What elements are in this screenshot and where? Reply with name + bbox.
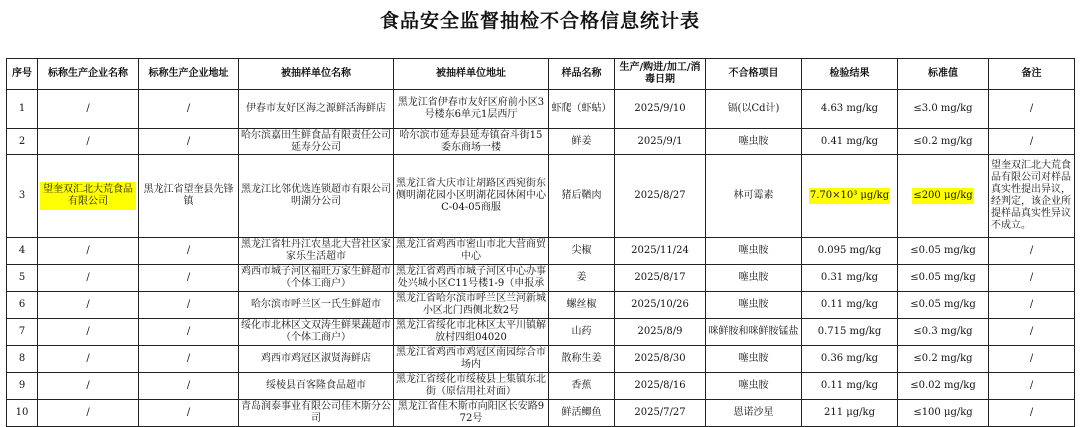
cell-item: 噻虫胺 [706, 238, 802, 265]
cell-no: 10 [7, 400, 38, 427]
col-header-unit: 被抽样单位名称 [239, 59, 394, 90]
cell-no: 6 [7, 292, 38, 319]
header-row [7, 59, 1075, 90]
cell-maker-addr: / [139, 90, 239, 129]
cell-no: 2 [7, 129, 38, 155]
cell-maker [38, 155, 139, 238]
cell-sample: 山药 [549, 319, 615, 346]
cell-unit-addr: 黑龙江省大庆市让胡路区西宛街东侧明湖花园小区明湖花园休闲中心C-04-05商服 [394, 155, 549, 238]
cell-date: 2025/8/16 [615, 373, 706, 400]
cell-result: 211 μg/kg [802, 400, 898, 427]
cell-item: 噻虫胺 [706, 292, 802, 319]
cell-unit: 哈尔滨市呼兰区一氏生鲜超市 [239, 292, 394, 319]
cell-maker: / [38, 90, 139, 129]
cell-result: 0.41 mg/kg [802, 129, 898, 155]
cell-date: 2025/9/1 [615, 129, 706, 155]
cell-unit-addr: 黑龙江省哈尔滨市呼兰区兰河新城小区北门西侧北数2号 [394, 292, 549, 319]
cell-standard: ≤0.05 mg/kg [898, 292, 989, 319]
cell-result: 0.36 mg/kg [802, 346, 898, 373]
cell-no: 3 [7, 155, 38, 238]
cell-unit-addr: 黑龙江省鸡西市密山市北大营商贸中心 [394, 238, 549, 265]
cell-result: 0.095 mg/kg [802, 238, 898, 265]
cell-unit: 黑龙江省牡丹江农垦北大营社区家家乐生活超市 [239, 238, 394, 265]
table-row [7, 319, 1075, 346]
cell-result: 0.11 mg/kg [802, 292, 898, 319]
cell-maker: / [38, 400, 139, 427]
cell-maker: / [38, 346, 139, 373]
table-title: 食品安全监督抽检不合格信息统计表 [379, 10, 700, 32]
cell-result: 4.63 mg/kg [802, 90, 898, 129]
cell-maker: / [38, 373, 139, 400]
cell-note: / [989, 400, 1075, 427]
cell-unit-addr: 黑龙江省绥化市绥棱县上集镇东北街（原信用社对面） [394, 373, 549, 400]
cell-sample: 鲜姜 [549, 129, 615, 155]
cell-date: 2025/8/17 [615, 265, 706, 292]
cell-unit-addr: 黑龙江省伊春市友好区府前小区3号楼东6单元1层西厅 [394, 90, 549, 129]
cell-note: / [989, 292, 1075, 319]
cell-date: 2025/8/27 [615, 155, 706, 238]
cell-item: 噻虫胺 [706, 346, 802, 373]
cell-standard: ≤0.3 mg/kg [898, 319, 989, 346]
cell-item: 噻虫胺 [706, 129, 802, 155]
cell-unit-addr: 哈尔滨市延寿县延寿镇奋斗街15委东商场一楼 [394, 129, 549, 155]
cell-date: 2025/7/27 [615, 400, 706, 427]
cell-item: 咪鲜胺和咪鲜胺锰盐 [706, 319, 802, 346]
table-row [7, 346, 1075, 373]
cell-item: 噻虫胺 [706, 265, 802, 292]
cell-note: / [989, 373, 1075, 400]
cell-sample: 螺丝椒 [549, 292, 615, 319]
highlighted-result: 7.70×10³ μg/kg [809, 188, 890, 204]
cell-no: 1 [7, 90, 38, 129]
cell-note: / [989, 319, 1075, 346]
col-header-no: 序号 [7, 59, 38, 90]
cell-note: 望奎双汇北大荒食品有限公司对样品真实性提出异议，经判定，该企业所提样品真实性异议不成立。 [989, 155, 1075, 238]
col-header-date: 生产/购进/加工/消毒日期 [615, 59, 706, 90]
cell-maker-addr: / [139, 265, 239, 292]
cell-date: 2025/8/9 [615, 319, 706, 346]
cell-no: 7 [7, 319, 38, 346]
col-header-standard: 标准值 [898, 59, 989, 90]
highlighted-maker: 望奎双汇北大荒食品有限公司 [40, 182, 136, 210]
cell-maker-addr: / [139, 238, 239, 265]
cell-item: 镉(以Cd计) [706, 90, 802, 129]
cell-date: 2025/8/30 [615, 346, 706, 373]
cell-unit-addr: 黑龙江省绥化市北林区太平川镇解放村四组04020 [394, 319, 549, 346]
cell-sample: 香蕉 [549, 373, 615, 400]
table-row [7, 292, 1075, 319]
cell-sample: 散称生姜 [549, 346, 615, 373]
cell-date: 2025/9/10 [615, 90, 706, 129]
col-header-unit-addr: 被抽样单位地址 [394, 59, 549, 90]
cell-note: / [989, 265, 1075, 292]
cell-date: 2025/11/24 [615, 238, 706, 265]
cell-note: / [989, 346, 1075, 373]
cell-standard: ≤0.05 mg/kg [898, 238, 989, 265]
cell-standard: ≤100 μg/kg [898, 400, 989, 427]
table-row [7, 90, 1075, 129]
cell-item: 林可霉素 [706, 155, 802, 238]
cell-unit: 鸡西市鸡冠区淑贤海鲜店 [239, 346, 394, 373]
cell-maker-addr: / [139, 400, 239, 427]
table-row [7, 238, 1075, 265]
table-row [7, 400, 1075, 427]
cell-maker-addr: 黑龙江省望奎县先锋镇 [139, 155, 239, 238]
inspection-table [6, 58, 1075, 427]
cell-no: 8 [7, 346, 38, 373]
cell-result: 0.715 mg/kg [802, 319, 898, 346]
cell-sample: 猪后鞧肉 [549, 155, 615, 238]
cell-date: 2025/10/26 [615, 292, 706, 319]
cell-maker-addr: / [139, 346, 239, 373]
cell-unit-addr: 黑龙江省鸡西市鸡冠区南园综合市场内 [394, 346, 549, 373]
cell-standard: ≤3.0 mg/kg [898, 90, 989, 129]
cell-unit: 绥棱县百客隆食品超市 [239, 373, 394, 400]
cell-result: 0.31 mg/kg [802, 265, 898, 292]
cell-unit: 青岛润泰事业有限公司佳木斯分公司 [239, 400, 394, 427]
cell-sample: 姜 [549, 265, 615, 292]
cell-standard: ≤0.2 mg/kg [898, 129, 989, 155]
col-header-item: 不合格项目 [706, 59, 802, 90]
cell-maker: / [38, 319, 139, 346]
cell-maker-addr: / [139, 292, 239, 319]
cell-standard [898, 155, 989, 238]
cell-unit: 哈尔滨嘉田生鲜食品有限责任公司延寿分公司 [239, 129, 394, 155]
cell-unit: 伊春市友好区海之源鲜活海鲜店 [239, 90, 394, 129]
cell-maker-addr: / [139, 319, 239, 346]
cell-unit: 绥化市北林区文双涛生鲜果蔬超市（个体工商户） [239, 319, 394, 346]
cell-maker-addr: / [139, 129, 239, 155]
cell-note: / [989, 238, 1075, 265]
cell-no: 4 [7, 238, 38, 265]
cell-note: / [989, 129, 1075, 155]
cell-maker: / [38, 292, 139, 319]
cell-result: 0.11 mg/kg [802, 373, 898, 400]
col-header-maker-addr: 标称生产企业地址 [139, 59, 239, 90]
cell-no: 5 [7, 265, 38, 292]
cell-result [802, 155, 898, 238]
cell-no: 9 [7, 373, 38, 400]
cell-standard: ≤0.02 mg/kg [898, 373, 989, 400]
cell-item: 噻虫胺 [706, 373, 802, 400]
cell-sample: 虾爬（虾蛄） [549, 90, 615, 129]
table-row [7, 265, 1075, 292]
cell-maker: / [38, 129, 139, 155]
cell-maker-addr: / [139, 373, 239, 400]
cell-standard: ≤0.2 mg/kg [898, 346, 989, 373]
table-row [7, 129, 1075, 155]
cell-sample: 尖椒 [549, 238, 615, 265]
col-header-maker: 标称生产企业名称 [38, 59, 139, 90]
table-row [7, 373, 1075, 400]
cell-sample: 鲜活鲫鱼 [549, 400, 615, 427]
col-header-result: 检验结果 [802, 59, 898, 90]
col-header-note: 备注 [989, 59, 1075, 90]
cell-unit: 鸡西市城子河区福旺万家生鲜超市（个体工商户） [239, 265, 394, 292]
cell-unit-addr: 黑龙江省鸡西市城子河区中心办事处兴城小区C11号楼1-9（申报承 [394, 265, 549, 292]
cell-note: / [989, 90, 1075, 129]
table-row [7, 155, 1075, 238]
cell-unit: 黑龙江比邻优选连锁超市有限公司明湖分公司 [239, 155, 394, 238]
cell-maker: / [38, 265, 139, 292]
highlighted-standard: ≤200 μg/kg [912, 188, 973, 204]
col-header-sample: 样品名称 [549, 59, 615, 90]
cell-standard: ≤0.05 mg/kg [898, 265, 989, 292]
cell-item: 恩诺沙星 [706, 400, 802, 427]
cell-maker: / [38, 238, 139, 265]
cell-unit-addr: 黑龙江省佳木斯市向阳区长安路972号 [394, 400, 549, 427]
